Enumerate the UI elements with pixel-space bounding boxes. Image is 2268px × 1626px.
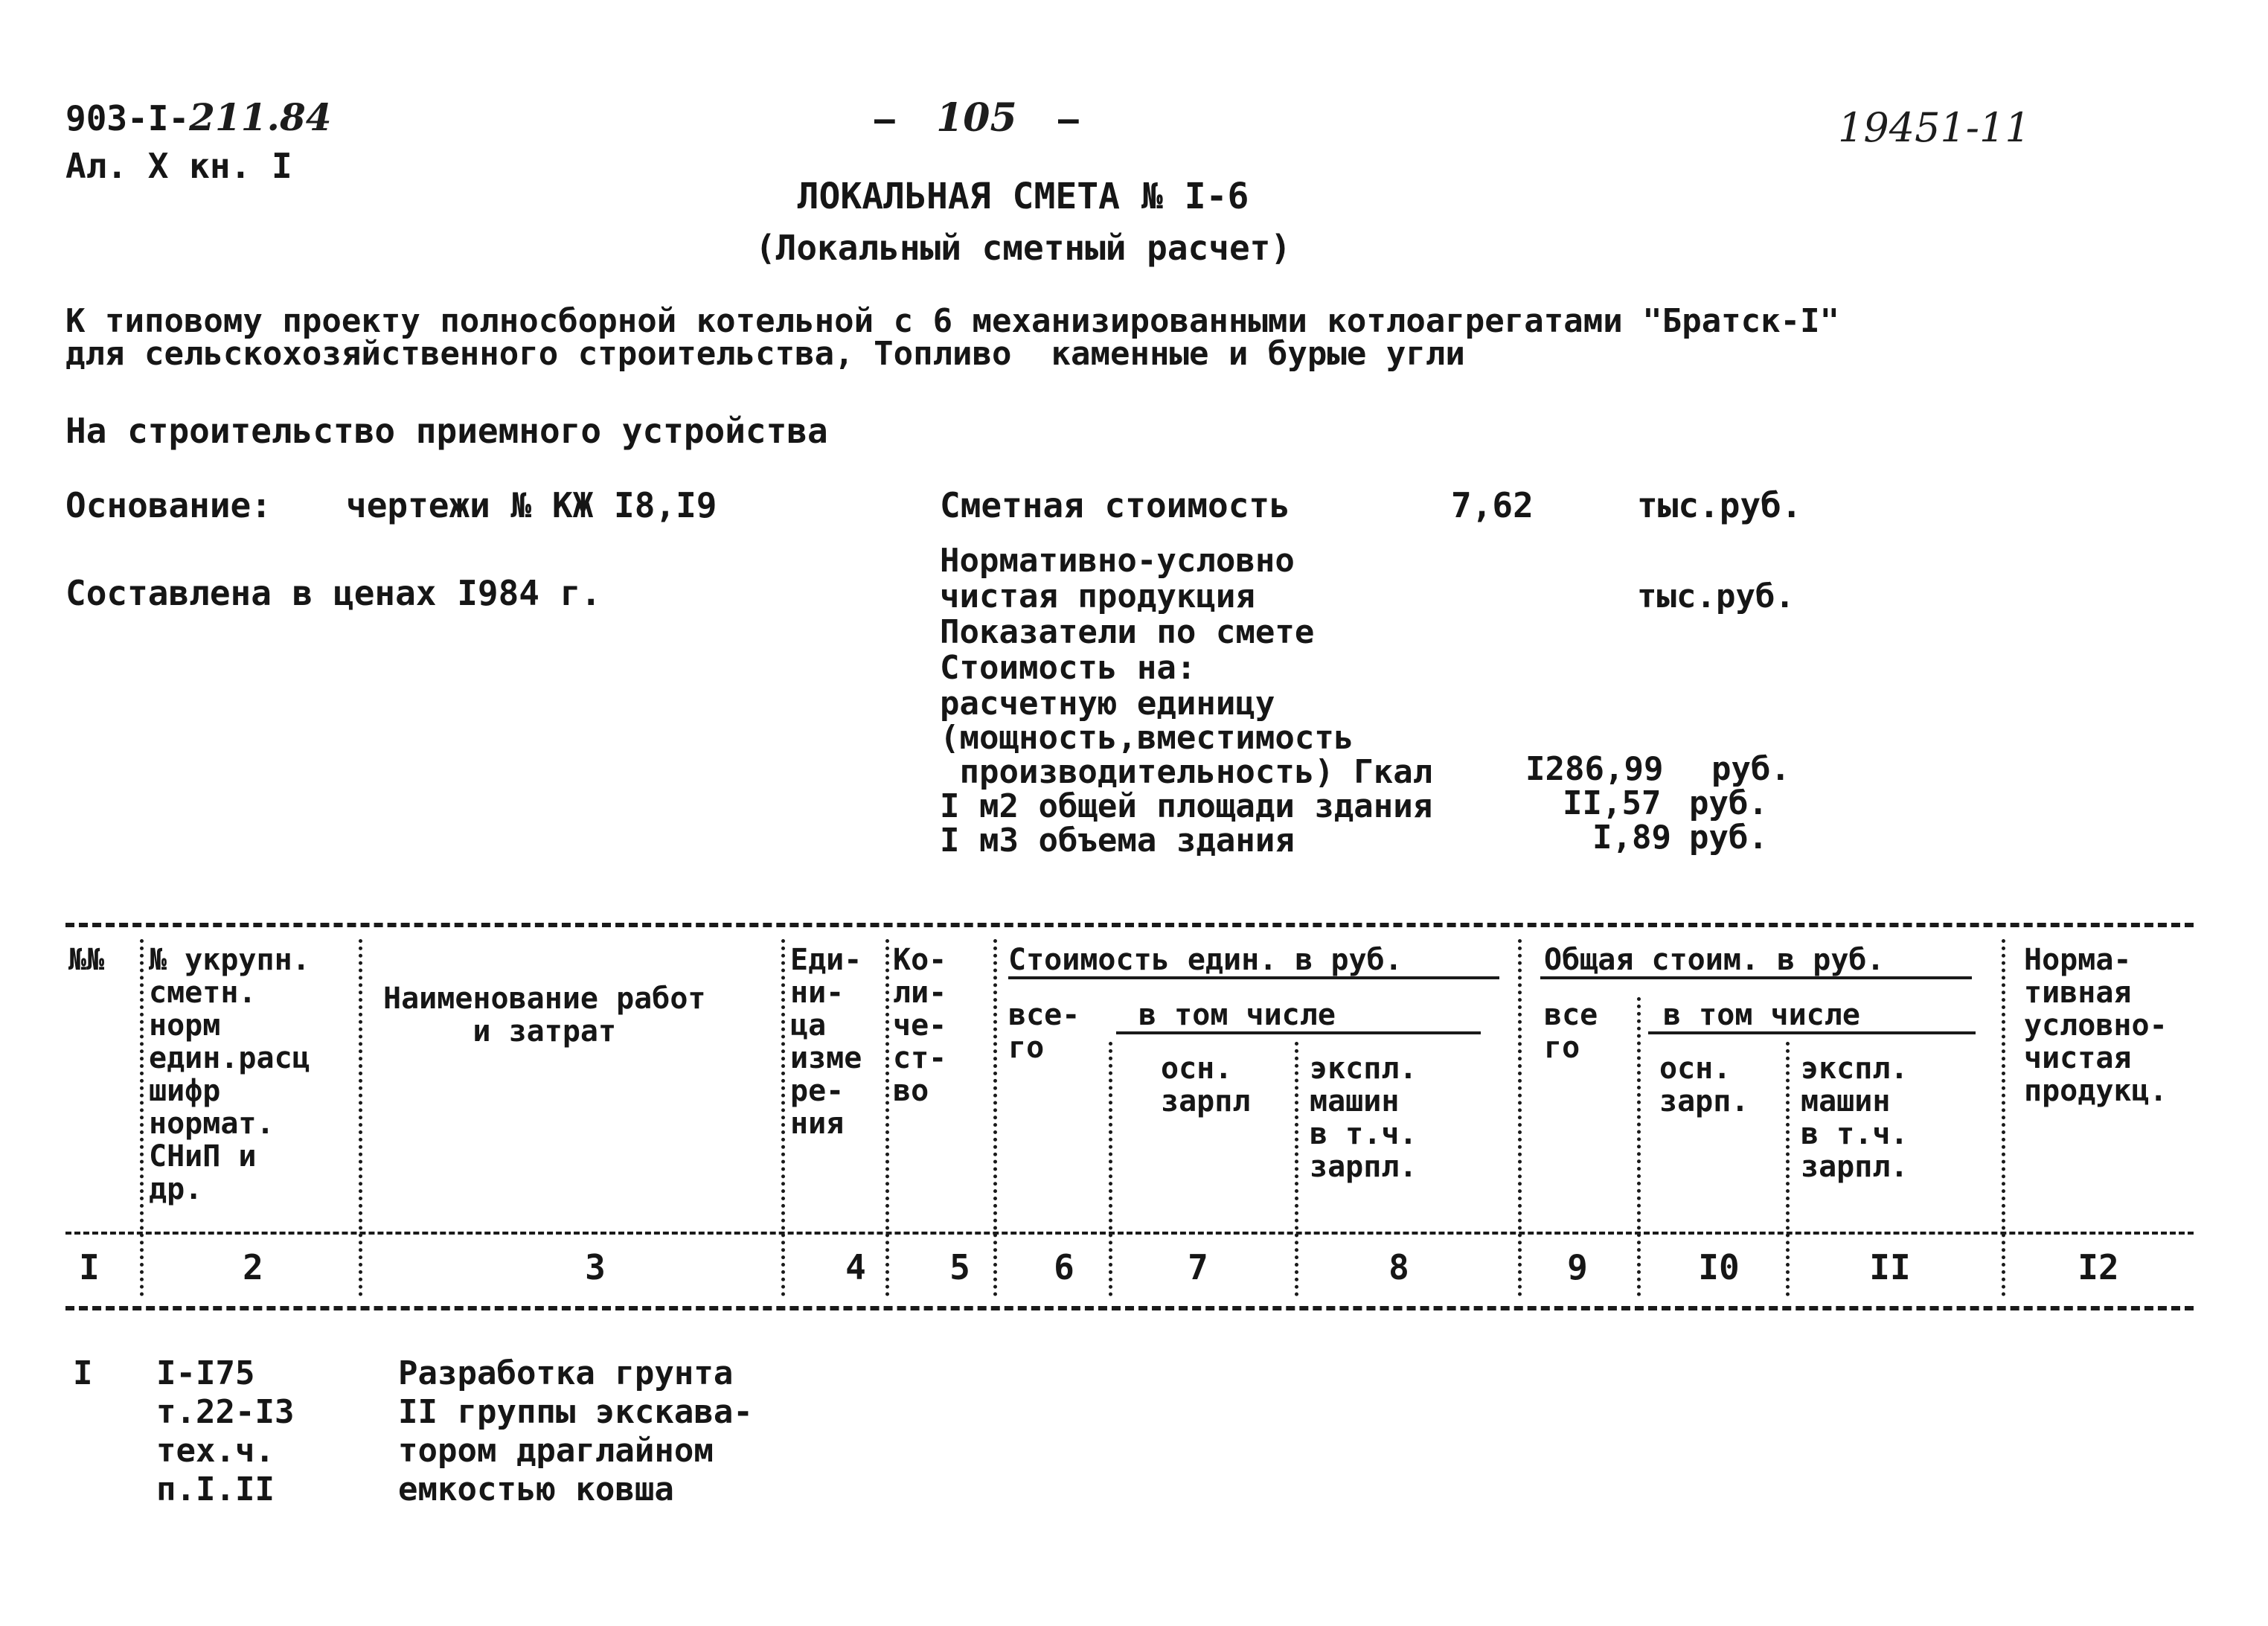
column-number: II [1869,1247,1911,1287]
column-separator [1518,939,1522,1296]
basis-value: чертежи № КЖ I8,I9 [346,485,717,525]
header-col-3: Наименование работ и затрат [383,982,706,1049]
header-col-7: осн. зарпл [1161,1052,1251,1118]
header-col-6: все- го [1008,998,1080,1065]
column-separator [359,939,362,1296]
document-code-printed: 903-I- [65,98,190,138]
unit-label-line-1: расчетную единицу [940,685,1275,723]
header-col-2: № укрупн. сметн. норм един.расц шифр нормат. СНиП и др. [149,943,310,1206]
album-reference: Ал. Х кн. I [65,146,292,186]
unit-cost-rub: руб. [1711,750,1790,788]
normative-label-line-2: чистая продукция [940,577,1255,615]
header-col-4: Еди- ни- ца изме ре- ния [790,943,862,1141]
column-separator [1109,1042,1112,1296]
volume-label: I м3 объема здания [940,822,1295,860]
construction-purpose: На строительство приемного устройства [65,411,828,451]
column-number: 9 [1567,1247,1588,1287]
normative-unit: тыс.руб. [1637,577,1795,615]
unit-label-line-3: производительность) Гкал [940,753,1433,791]
project-description [65,302,1840,373]
column-separator [2002,939,2005,1296]
column-separator [993,939,997,1296]
header-col-1: №№ [68,943,105,977]
area-label: I м2 общей площади здания [940,787,1433,825]
inventory-number: 19451-11 [1838,104,2031,151]
column-number: 6 [1054,1247,1074,1287]
header-group-total-cost: Общая стоим. в руб. [1544,943,1885,977]
column-separator [1637,997,1641,1296]
estimated-cost-label: Сметная стоимость [940,485,1290,525]
cost-on-label: Стоимость на: [940,649,1197,687]
table-bottom-rule [65,1306,2194,1310]
header-group-unit-cost-incl: в том числе [1138,998,1336,1032]
column-number: I2 [2078,1247,2119,1287]
indicators-title: Показатели по смете [940,613,1315,651]
table-row-number: I [73,1354,93,1392]
page-subtitle: (Локальный сметный расчет) [755,228,1292,268]
column-number: 5 [949,1247,970,1287]
basis-label: Основание: [65,485,272,525]
page-title: ЛОКАЛЬНАЯ СМЕТА № I-6 [797,176,1249,217]
unit-label-line-2: (мощность,вместимость [940,719,1354,757]
column-separator [885,939,889,1296]
table-row-name: Разработка грунта II группы экскава- тором драглайном емкостью ковша [398,1354,753,1508]
column-number: 8 [1388,1247,1409,1287]
project-description-line-2: для сельскохозяйственного строительства, Топливо каменные и бурые угли [65,335,1465,373]
column-number: I0 [1698,1247,1740,1287]
table-row-code: I-I75 т.22-I3 тех.ч. п.I.II [156,1354,295,1508]
project-description-line-1: К типовому проекту полносборной котельной с 6 механизированными котлоагрегатами "Братск-I" [65,302,1840,340]
estimated-cost-value: 7,62 [1451,485,1534,525]
column-separator [1295,1042,1298,1296]
column-number: 7 [1188,1247,1208,1287]
volume-value: I,89 [1592,819,1671,857]
page-number: – 105 – [874,95,1079,141]
column-number: 3 [585,1247,606,1287]
unit-cost-value: I286,99 [1525,750,1664,788]
column-number: 2 [243,1247,263,1287]
header-group-unit-cost: Стоимость един. в руб. [1008,943,1403,977]
normative-label-line-1: Нормативно-условно [940,542,1295,580]
page-number-value: 105 [936,95,1017,141]
column-number: I [79,1247,100,1287]
table-header-rule [65,1232,2194,1235]
area-rub: руб. [1689,784,1768,822]
header-col-11: экспл. машин в т.ч. зарпл. [1801,1052,1909,1184]
header-group-total-cost-incl: в том числе [1663,998,1860,1032]
column-separator [1786,1042,1790,1296]
header-col-9: все го [1544,998,1598,1065]
document-code [65,95,332,139]
column-separator [140,939,144,1296]
prices-label: Составлена в ценах I984 г. [65,573,602,613]
volume-rub: руб. [1689,819,1768,857]
header-col-10: осн. зарп. [1659,1052,1749,1118]
header-col-12: Норма- тивная условно- чистая продукц. [2024,943,2168,1108]
header-col-5: Ко- ли- че- ст- во [893,943,947,1108]
column-separator [781,939,785,1296]
estimated-cost-unit: тыс.руб. [1637,485,1802,525]
table-top-rule [65,923,2194,927]
header-col-8: экспл. машин в т.ч. зарпл. [1310,1052,1418,1184]
column-number: 4 [845,1247,866,1287]
area-value: II,57 [1563,784,1662,822]
document-code-handwritten: 211.84 [189,95,332,139]
